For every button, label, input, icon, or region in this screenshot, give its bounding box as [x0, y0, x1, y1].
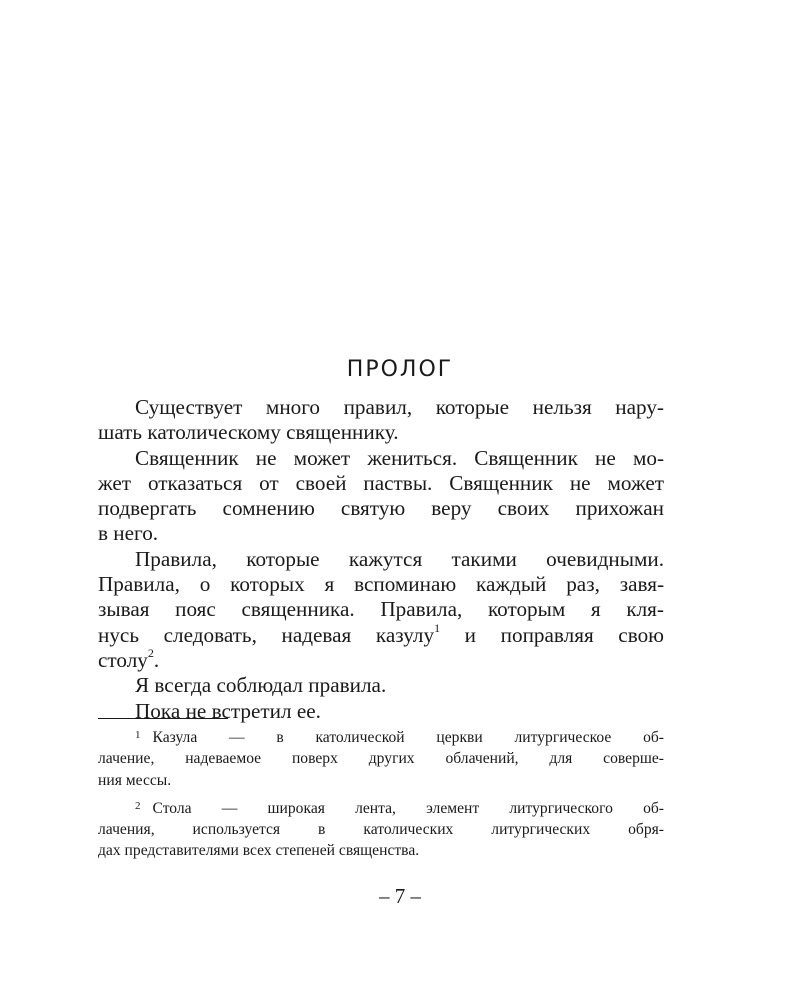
text-segment: Стола — широкая лента, элемент литургического об- [152, 799, 664, 817]
footnote-line [98, 798, 664, 819]
footnote-number: 2 [135, 799, 141, 812]
footnote-ref: 2 [147, 645, 154, 660]
text-segment: и поправляя свою [440, 622, 664, 647]
text-segment: Казула — в католической церкви литургическое об- [152, 729, 664, 746]
text-line: Я всегда соблюдал правила. [135, 673, 387, 698]
text-line: Правила, о которых я вспоминаю каждый раз, завя- [98, 572, 664, 597]
footnote-ref: 1 [434, 620, 441, 635]
text-segment: столу [98, 647, 148, 672]
footnote-line: лачения, используется в католических литургических обря- [98, 821, 664, 839]
footnotes [98, 727, 664, 862]
footnote-gap [98, 791, 664, 798]
text-line: зывая пояс священника. Правила, которым я кля- [98, 597, 664, 622]
text-line: Пока не встретил ее. [135, 698, 321, 723]
footnote-line [98, 727, 664, 748]
footnote-divider [98, 718, 228, 719]
text-line: жет отказаться от своей паствы. Священник не может [98, 470, 664, 495]
text-line: Священник не может жениться. Священник не мо- [135, 445, 664, 470]
footnote-line: дах представителями всех степеней священства. [98, 842, 420, 860]
text-segment: . [153, 647, 160, 672]
footnote-number: 1 [135, 729, 141, 741]
text-line [98, 620, 664, 648]
chapter-title: ПРОЛОГ [346, 356, 454, 382]
page-number: – 7 – [379, 884, 421, 908]
footnote-line: ния мессы. [98, 771, 172, 789]
text-line: Правила, которые кажутся такими очевидными. [135, 546, 664, 571]
text-line: в него. [98, 521, 159, 546]
prologue-text [98, 395, 664, 724]
text-line [98, 645, 664, 673]
footnote-line: лачение, надеваемое поверх других облачений, для соверше- [98, 750, 664, 768]
text-line: Существует много правил, которые нельзя нару- [135, 395, 664, 419]
text-segment: нусь следовать, надевая казулу [98, 622, 435, 647]
text-line: подвергать сомнению святую веру своих прихожан [98, 496, 664, 521]
text-line: шать католическому священнику. [98, 420, 399, 445]
